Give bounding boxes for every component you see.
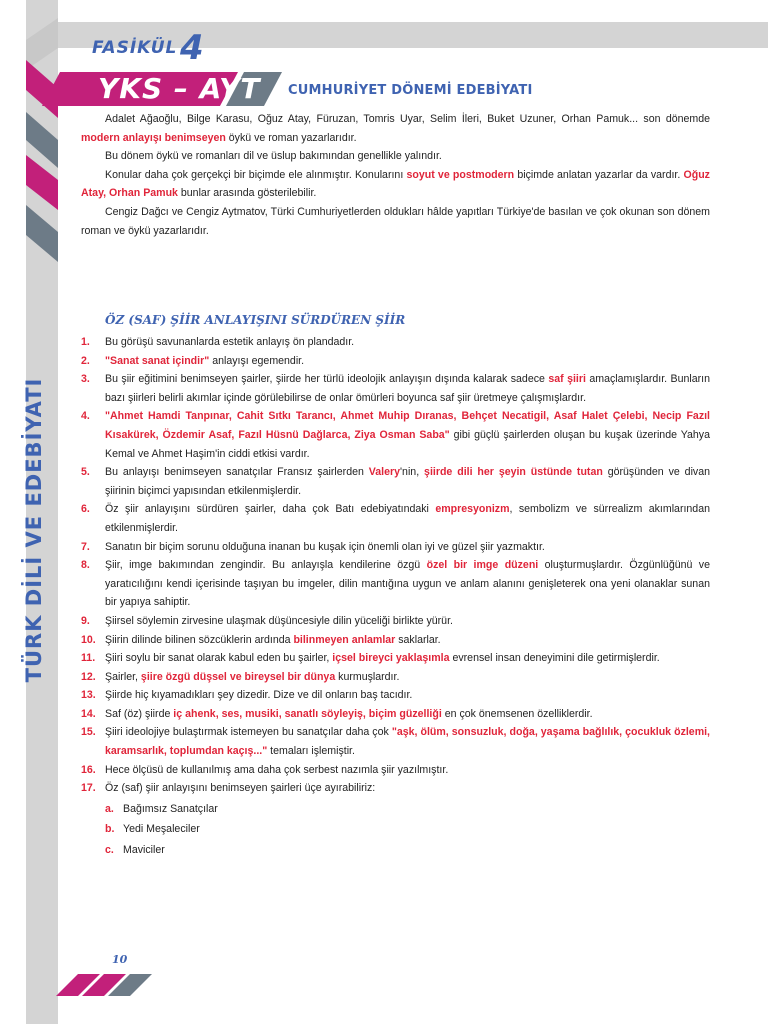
list-item: 9. Şiirsel söylemin zirvesine ulaşmak düşüncesiyle dilin yüceliği birlikte yürür. — [81, 612, 710, 631]
sub-list-item: b. Yedi Meşaleciler — [105, 823, 200, 836]
list-item: 10. Şiirin dilinde bilinen sözcüklerin ardında bilinmeyen anlamlar saklarlar. — [81, 631, 710, 650]
list-item: 13. Şiirde hiç kıyamadıkları şey dizedir. Dize ve dil onların baş tacıdır. — [81, 686, 710, 705]
list-item: 8. Şiir, imge bakımından zengindir. Bu anlayışla kendilerine özgü özel bir imge düzeni oluşturmuşlardır. Özgünlüğünü ve yaratıcılığını kendi içerisinde taşıyan bu imgeler, dilin mantığına uygun ve anlam alanını genişleterek ona yeni olanaklar sunan bir yapıya sahiptir. — [81, 556, 710, 612]
fasikul-label: FASİKÜL — [92, 38, 178, 58]
series-label: YKS – AYT — [98, 72, 261, 105]
intro-paragraph: Cengiz Dağcı ve Cengiz Aytmatov, Türki Cumhuriyetlerden oldukları hâlde yapıtları Türkiye'de basılan ve çok okunan son dönem roman ve öykü yazarlarıdır. — [81, 205, 710, 237]
list-item: 4. "Ahmet Hamdi Tanpınar, Cahit Sıtkı Tarancı, Ahmet Muhip Dıranas, Behçet Necatigil, Asaf Halet Çelebi, Necip Fazıl Kısakürek, Özdemir Asaf, Fazıl Hüsnü Dağlarca, Ziya Osman Saba" gibi güçlü şairlerden oluşan bu kuşak üzerinde Yahya Kemal ve Ahmet Haşim'in ciddi etkisi vardır. — [81, 407, 710, 463]
subject-title-text: TÜRK DİLİ VE EDEBİYATI — [22, 377, 46, 683]
list-item-number: 7. — [81, 540, 90, 553]
sub-list-item: c. Maviciler — [105, 844, 165, 857]
feature-list — [81, 333, 710, 860]
list-item: 14. Saf (öz) şiirde iç ahenk, ses, musiki, sanatlı söyleyiş, biçim güzelliği en çok önemsenen özelliklerdir. — [81, 705, 710, 724]
list-item: 17. Öz (saf) şiir anlayışını benimseyen şairleri üçe ayırabiliriz: — [81, 779, 710, 798]
list-item-number: 15. — [81, 726, 96, 739]
section-title: CUMHURİYET DÖNEMİ EDEBİYATI — [288, 83, 533, 98]
list-item-number: 6. — [81, 503, 90, 516]
intro-text — [81, 110, 710, 240]
list-item: 11. Şiiri soylu bir sanat olarak kabul eden bu şairler, içsel bireyci yaklaşımla evrensel insan deneyimini dile getirmişlerdir. — [81, 649, 710, 668]
intro-paragraph: Konular daha çok gerçekçi bir biçimde ele alınmıştır. Konularını soyut ve postmodern biçimde anlatan yazarlar da vardır. Oğuz Atay, Orhan Pamuk bunlar arasında gösterilebilir. — [81, 168, 710, 200]
intro-paragraph: Adalet Ağaoğlu, Bilge Karasu, Oğuz Atay, Füruzan, Tomris Uyar, Selim İleri, Buket Uzuner, Orhan Pamuk... son dönemde modern anlayışı benimseyen öykü ve roman yazarlarıdır. — [81, 113, 710, 144]
list-item: 5. Bu anlayışı benimseyen sanatçılar Fransız şairlerden Valery'nin, şiirde dili her şeyin üstünde tutan görüşünden ve divan şiirinin biçimci yapısından etkilenmişlerdir. — [81, 463, 710, 500]
list-item-number: 14. — [81, 707, 96, 720]
list-item-number: 5. — [81, 466, 90, 479]
list-item-number: 1. — [81, 336, 90, 348]
list-item: 15. Şiiri ideolojiye bulaştırmak istemeyen bu sanatçılar daha çok "aşk, ölüm, sonsuzluk, doğa, yaşama bağlılık, çocukluk özlemi, karamsarlık, toplumdan kaçış..." temaları işlemiştir. — [81, 723, 710, 760]
list-item: 3. Bu şiir eğitimini benimseyen şairler, şiirde her türlü ideolojik anlayışın dışında kalarak sadece saf şiiri amaçlamışlardır. Bunların bazı şiirleri belirli akımlar içinde görülebilirse de onlar ömürleri boyunca saf şiir üretmeye çalışmışlardır. — [81, 370, 710, 407]
list-item-number: 10. — [81, 633, 96, 646]
list-item-number: 17. — [81, 782, 96, 795]
sub-list-item: a. Bağımsız Sanatçılar — [105, 802, 218, 815]
list-item-number: 11. — [81, 652, 96, 665]
fasikul-number: 4 — [180, 28, 204, 68]
list-item: 12. Şairler, şiire özgü düşsel ve bireysel bir dünya kurmuşlardır. — [81, 668, 710, 687]
list-item: 6. Öz şiir anlayışını sürdüren şairler, daha çok Batı edebiyatındaki empresyonizm, sembolizm ve sürrealizm akımlarından etkilenmişlerdir. — [81, 500, 710, 537]
list-item-number: 4. — [81, 410, 90, 423]
list-item: 1. Bu görüşü savunanlarda estetik anlayış ön plandadır. — [81, 333, 710, 352]
list-item-number: 8. — [81, 559, 90, 572]
list-item-number: 12. — [81, 670, 96, 683]
footer-chevron-decoration — [56, 966, 156, 996]
list-item-number: 16. — [81, 763, 96, 776]
list-item: 7. Sanatın bir biçim sorunu olduğuna inanan bu kuşak için önemli olan iyi ve güzel şiir yazmaktır. — [81, 538, 710, 557]
list-item-number: 13. — [81, 689, 96, 702]
list-item: 2. "Sanat sanat içindir" anlayışı egemendir. — [81, 352, 710, 371]
vertical-subject-title — [14, 300, 54, 760]
list-item: 16. Hece ölçüsü de kullanılmış ama daha çok serbest nazımla şiir yazılmıştır. — [81, 761, 710, 780]
list-item-number: 3. — [81, 373, 90, 386]
list-item-number: 9. — [81, 614, 90, 627]
section-subheading: ÖZ (SAF) ŞİİR ANLAYIŞINI SÜRDÜREN ŞİİR — [105, 313, 406, 327]
page-number: 10 — [112, 953, 128, 966]
intro-paragraph: Bu dönem öykü ve romanları dil ve üslup bakımından genellikle yalındır. — [105, 150, 442, 163]
list-item-number: 2. — [81, 354, 90, 367]
